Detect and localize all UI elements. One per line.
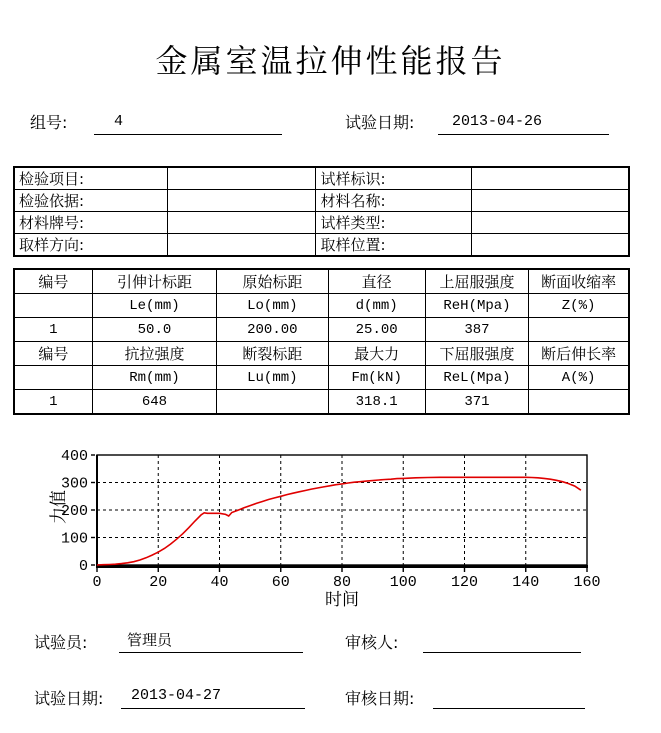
info-value [167, 190, 315, 212]
results-cell: ReL(Mpa) [425, 366, 528, 390]
info-value [167, 212, 315, 234]
x-tick-label: 100 [389, 574, 417, 591]
results-cell: 断后伸长率 [529, 342, 629, 366]
y-tick-label: 300 [60, 475, 88, 493]
chart-x-axis-label: 时间 [325, 590, 359, 610]
info-label: 取样位置: [316, 234, 472, 257]
x-tick-label: 160 [573, 574, 601, 591]
info-value [471, 190, 629, 212]
reviewer-label: 审核人: [345, 633, 399, 652]
test-date-label: 试验日期: [345, 113, 415, 132]
results-cell: 断面收缩率 [529, 269, 629, 294]
results-cell: 200.00 [217, 318, 328, 342]
test-date-value: 2013-04-26 [438, 110, 609, 135]
info-row [14, 190, 629, 212]
results-cell [529, 390, 629, 415]
results-cell [14, 294, 92, 318]
info-row [14, 167, 629, 190]
info-label: 检验依据: [14, 190, 167, 212]
results-cell [217, 390, 328, 415]
results-cell: Fm(kN) [328, 366, 425, 390]
specimen-info-table [13, 166, 630, 257]
results-cell: 1 [14, 390, 92, 415]
results-cell: Z(%) [529, 294, 629, 318]
reviewer-value [423, 628, 581, 653]
results-cell: ReH(Mpa) [425, 294, 528, 318]
force-time-curve [97, 477, 581, 565]
footer-test-date-label: 试验日期: [34, 689, 104, 708]
results-cell: 25.00 [328, 318, 425, 342]
review-date-label: 审核日期: [345, 689, 415, 708]
results-cell: 编号 [14, 269, 92, 294]
group-number-label: 组号: [30, 113, 68, 132]
chart-y-axis-label: 力值 [49, 490, 69, 524]
results-cell: 上屈服强度 [425, 269, 528, 294]
results-cell: 1 [14, 318, 92, 342]
results-cell: 直径 [328, 269, 425, 294]
info-value [471, 212, 629, 234]
y-tick-label: 100 [60, 530, 88, 548]
info-value [167, 234, 315, 257]
x-tick-label: 120 [450, 574, 479, 591]
info-label: 试样类型: [316, 212, 472, 234]
results-cell [529, 318, 629, 342]
review-date-value [433, 684, 585, 709]
results-cell: 下屈服强度 [425, 342, 528, 366]
tester-value: 管理员 [119, 628, 303, 653]
x-tick-label: 60 [271, 574, 290, 591]
results-cell [14, 366, 92, 390]
x-tick-label: 140 [512, 574, 540, 591]
results-unit-row [14, 294, 629, 318]
results-cell: Rm(mm) [92, 366, 216, 390]
results-cell: Le(mm) [92, 294, 216, 318]
y-tick-label: 0 [78, 558, 88, 575]
results-cell: 371 [425, 390, 528, 415]
tensile-results-table [13, 268, 630, 415]
results-cell: 编号 [14, 342, 92, 366]
results-cell: 原始标距 [217, 269, 328, 294]
results-header-row [14, 342, 629, 366]
info-row [14, 234, 629, 257]
y-tick-label: 200 [60, 503, 88, 520]
results-cell: Lu(mm) [217, 366, 328, 390]
tester-label: 试验员: [34, 633, 88, 652]
results-cell: 387 [425, 318, 528, 342]
results-data-row [14, 318, 629, 342]
results-cell: d(mm) [328, 294, 425, 318]
info-value [167, 167, 315, 190]
info-label: 材料牌号: [14, 212, 167, 234]
results-cell: 648 [92, 390, 216, 415]
x-tick-label: 40 [210, 574, 229, 591]
y-tick-label: 400 [60, 448, 88, 465]
results-data-row [14, 390, 629, 415]
results-cell: A(%) [529, 366, 629, 390]
info-value [471, 167, 629, 190]
results-cell: Lo(mm) [217, 294, 328, 318]
results-cell: 318.1 [328, 390, 425, 415]
x-tick-label: 80 [332, 574, 352, 591]
results-cell: 抗拉强度 [92, 342, 216, 366]
results-cell: 引伸计标距 [92, 269, 216, 294]
group-number-value: 4 [94, 110, 282, 135]
page-title: 金属室温拉伸性能报告 [155, 42, 506, 80]
x-tick-label: 0 [92, 574, 102, 591]
info-label: 试样标识: [316, 167, 472, 190]
results-cell: 50.0 [92, 318, 216, 342]
footer-test-date-value: 2013-04-27 [121, 684, 305, 709]
x-tick-label: 20 [149, 574, 168, 591]
info-row [14, 212, 629, 234]
results-header-row [14, 269, 629, 294]
results-cell: 最大力 [328, 342, 425, 366]
results-cell: 断裂标距 [217, 342, 328, 366]
info-label: 取样方向: [14, 234, 167, 257]
info-label: 材料名称: [316, 190, 472, 212]
info-value [471, 234, 629, 257]
results-unit-row [14, 366, 629, 390]
info-label: 检验项目: [14, 167, 167, 190]
